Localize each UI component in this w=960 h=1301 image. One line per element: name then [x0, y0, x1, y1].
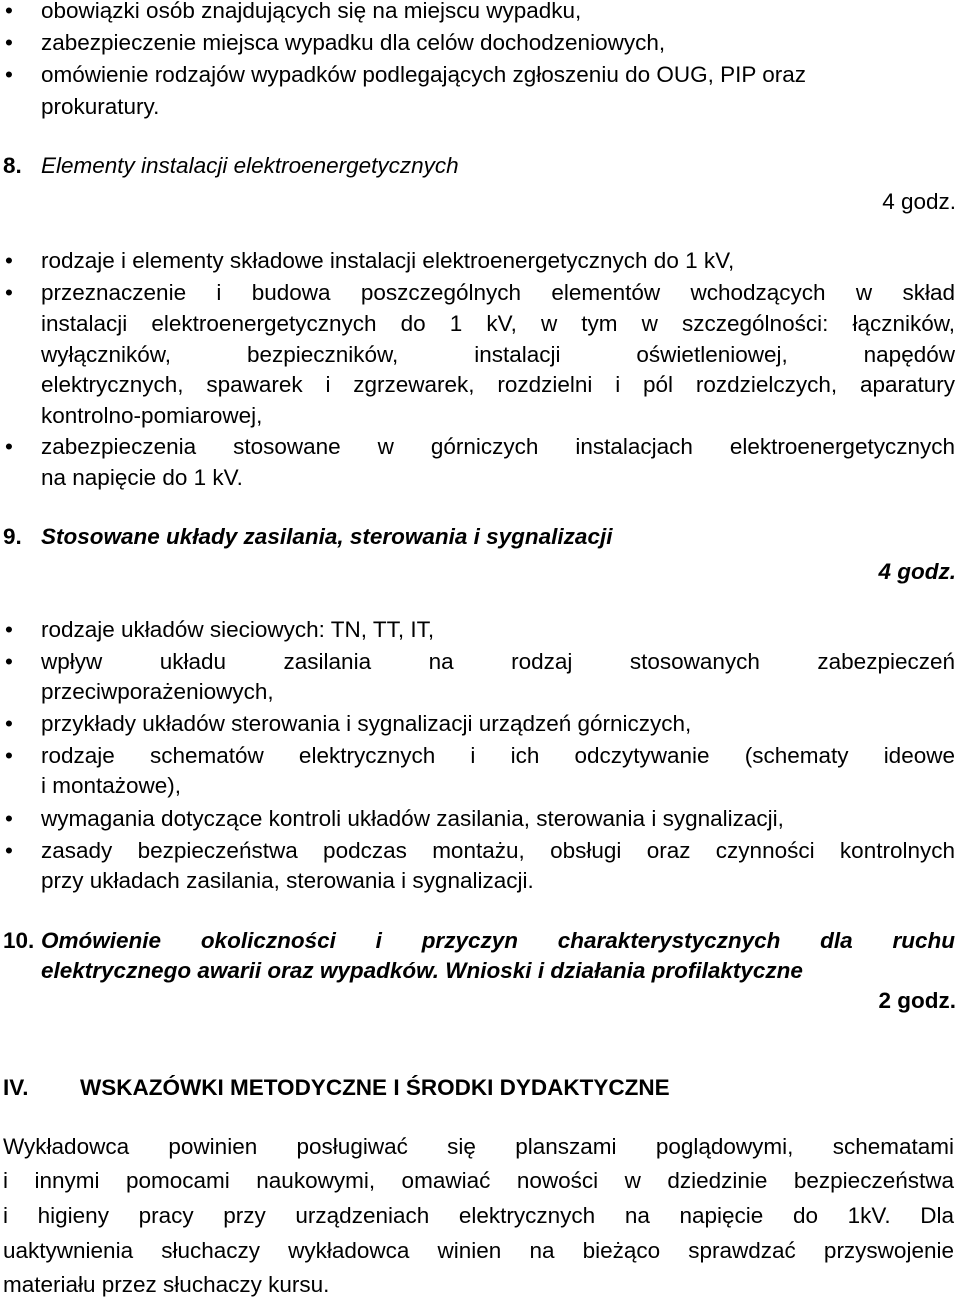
bullet-icon: • — [5, 30, 13, 55]
list-item-text: zasady bezpieczeństwa podczas montażu, obsługi oraz czynności kontrolnych — [41, 838, 955, 863]
topic-number: 8. — [3, 153, 22, 178]
topic-number: 10. — [3, 928, 35, 953]
bullet-icon: • — [5, 62, 13, 87]
topic-hours: 4 godz. — [882, 189, 956, 214]
bullet-icon: • — [5, 838, 13, 863]
topic-hours: 2 godz. — [878, 988, 956, 1013]
list-item-text: przeznaczenie i budowa poszczególnych elementów wchodzących w skład — [41, 280, 955, 305]
bullet-icon: • — [5, 0, 13, 23]
paragraph-text: Wykładowca powinien posługiwać się planszami poglądowymi, schematami — [3, 1134, 954, 1159]
bullet-icon: • — [5, 711, 13, 736]
bullet-icon: • — [5, 743, 13, 768]
list-item-text: i montażowe), — [41, 773, 182, 798]
list-item-text: elektrycznych, spawarek i zgrzewarek, rozdzielni i pól rozdzielczych, aparatury — [41, 372, 955, 397]
bullet-icon: • — [5, 649, 13, 674]
paragraph-text: uaktywnienia słuchaczy wykładowca winien na bieżąco sprawdzać przyswojenie — [3, 1238, 954, 1263]
topic-title: Stosowane układy zasilania, sterowania i sygnalizacji — [41, 524, 613, 549]
list-item-text: obowiązki osób znajdujących się na miejscu wypadku, — [41, 0, 582, 23]
list-item-text: omówienie rodzajów wypadków podlegających zgłoszeniu do OUG, PIP oraz — [41, 62, 806, 87]
topic-title: Elementy instalacji elektroenergetycznych — [41, 153, 459, 178]
bullet-icon: • — [5, 248, 13, 273]
list-item-text: wymagania dotyczące kontroli układów zasilania, sterowania i sygnalizacji, — [41, 806, 784, 831]
list-item-text: przeciwporażeniowych, — [41, 679, 274, 704]
bullet-icon: • — [5, 806, 13, 831]
list-item-text: zabezpieczenie miejsca wypadku dla celów dochodzeniowych, — [41, 30, 666, 55]
topic-hours: 4 godz. — [878, 559, 956, 584]
bullet-icon: • — [5, 617, 13, 642]
list-item-text: rodzaje schematów elektrycznych i ich odczytywanie (schematy ideowe — [41, 743, 955, 768]
section-number: IV. — [3, 1075, 29, 1100]
paragraph-text: i innymi pomocami naukowymi, omawiać nowości w dziedzinie bezpieczeństwa — [3, 1168, 954, 1193]
bullet-icon: • — [5, 434, 13, 459]
list-item-text: przykłady układów sterowania i sygnalizacji urządzeń górniczych, — [41, 711, 692, 736]
list-item-text: prokuratury. — [41, 94, 160, 119]
topic-title-line: Omówienie okoliczności i przyczyn charakterystycznych dla ruchu — [41, 928, 955, 953]
list-item-text: zabezpieczenia stosowane w górniczych instalacjach elektroenergetycznych — [41, 434, 955, 459]
list-item-text: rodzaje i elementy składowe instalacji elektroenergetycznych do 1 kV, — [41, 248, 735, 273]
list-item-text: kontrolno-pomiarowej, — [41, 403, 263, 428]
list-item-text: przy układach zasilania, sterowania i sygnalizacji. — [41, 868, 534, 893]
paragraph-text: i higieny pracy przy urządzeniach elektrycznych na napięcie do 1kV. Dla — [3, 1203, 954, 1228]
section-title: WSKAZÓWKI METODYCZNE I ŚRODKI DYDAKTYCZNE — [80, 1075, 670, 1100]
topic-title-line: elektrycznego awarii oraz wypadków. Wnioski i działania profilaktyczne — [41, 958, 803, 983]
list-item-text: rodzaje układów sieciowych: TN, TT, IT, — [41, 617, 435, 642]
list-item-text: na napięcie do 1 kV. — [41, 465, 243, 490]
bullet-icon: • — [5, 280, 13, 305]
list-item-text: wyłączników, bezpieczników, instalacji oświetleniowej, napędów — [41, 342, 955, 367]
list-item-text: instalacji elektroenergetycznych do 1 kV, w tym w szczególności: łączników, — [41, 311, 955, 336]
topic-number: 9. — [3, 524, 22, 549]
paragraph-text: materiału przez słuchaczy kursu. — [3, 1272, 330, 1297]
list-item-text: wpływ układu zasilania na rodzaj stosowanych zabezpieczeń — [41, 649, 955, 674]
